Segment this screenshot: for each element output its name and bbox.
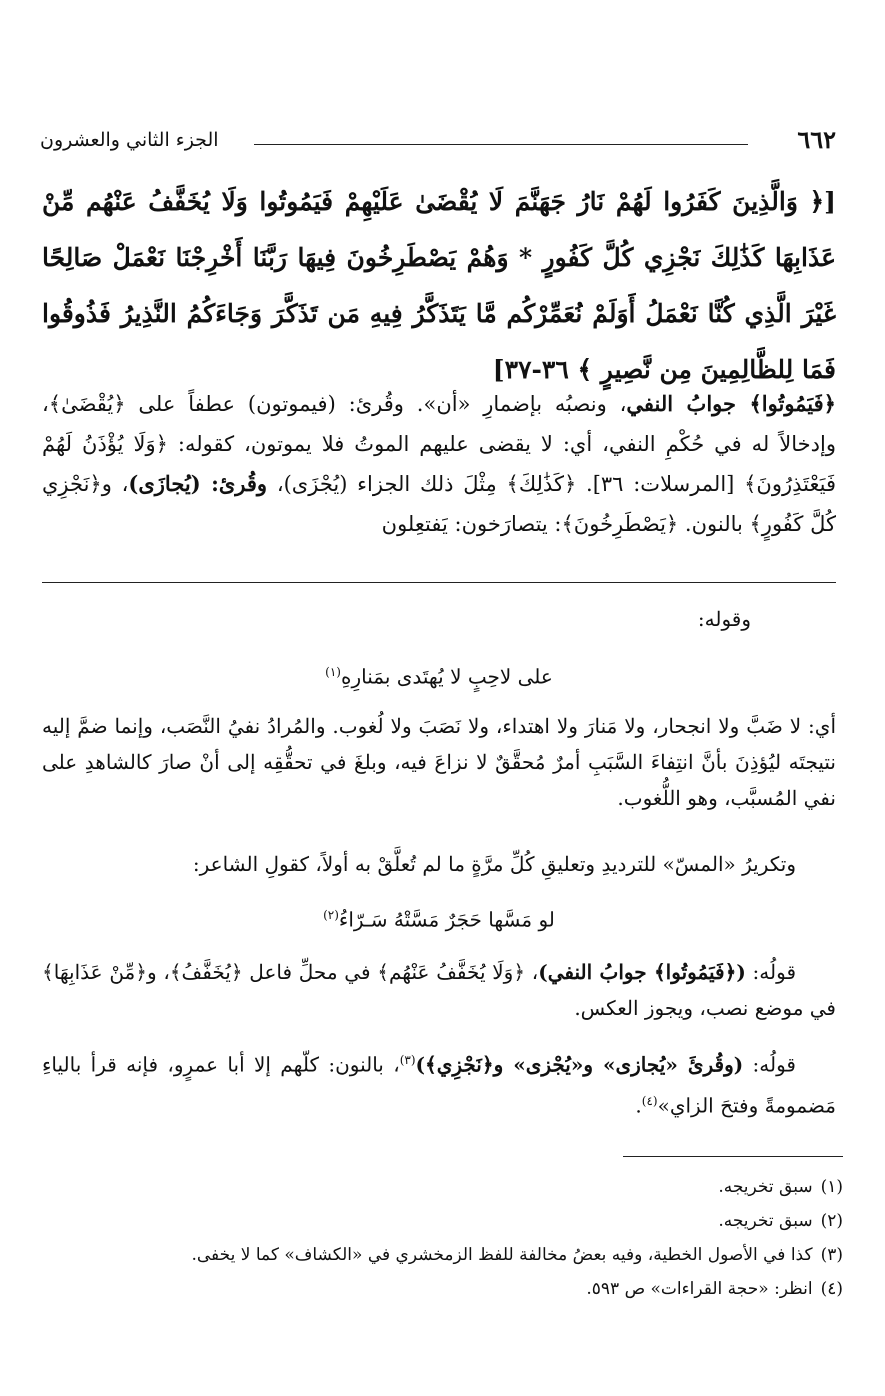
footnotes	[49, 1170, 843, 1306]
poem-line-2	[42, 898, 836, 937]
footnote-marker: (٣)	[399, 1053, 416, 1067]
gloss-paragraph-2: وتكريرُ «المسّ» للترديدِ وتعليقِ كُلِّ مرَّةٍ ما لم تُعلَّقْ به أولاً، كقولِ الشاعر:	[192, 852, 796, 876]
gloss-intro: وقوله:	[697, 607, 751, 631]
footnote	[49, 1272, 843, 1306]
running-head: الجزء الثاني والعشرون	[40, 129, 219, 151]
commentary-reading: وقُرئ: (يُجازَى)	[128, 471, 268, 496]
gloss-lead: قولُه:	[745, 960, 796, 984]
poem-text: لو مَسَّها حَجَرٌ مَسَّتْهُ سَـرّاءُ	[338, 907, 555, 932]
page-number: ٦٦٢	[797, 125, 836, 154]
footnote-number: (١)	[820, 1177, 843, 1197]
footnote-marker: (٢)	[323, 908, 339, 922]
footnote-marker: (٤)	[641, 1093, 658, 1108]
gloss-text: ، ﴿وَلَا يُخَفَّفُ عَنْهُم﴾ في محلِّ فاعل ﴿يُخَفَّفُ﴾، و﴿مِّنْ عَذَابِهَا﴾ في موضع نصب، ويجوز العكس.	[42, 960, 836, 1020]
gloss-end: .	[635, 1093, 642, 1118]
quran-verse: [﴿ وَالَّذِينَ كَفَرُوا لَهُمْ نَارُ جَهَنَّمَ لَا يُقْضَىٰ عَلَيْهِمْ فَيَمُوتُوا وَلَا يُخَفَّفُ عَنْهُم مِّنْ عَذَابِهَا كَذَٰلِكَ نَجْزِي كُلَّ كَفُورٍ * وَهُمْ يَصْطَرِخُونَ فِيهَا رَبَّنَا أَخْرِجْنَا نَعْمَلْ صَالِحًا غَيْرَ الَّذِي كُنَّا نَعْمَلُ أَوَلَمْ نُعَمِّرْكُم مَّا يَتَذَكَّرُ فِيهِ مَن تَذَكَّرَ وَجَاءَكُمُ النَّذِيرُ فَذُوقُوا فَمَا لِلظَّالِمِينَ مِن نَّصِيرٍ ﴾ ٣٦-٣٧]	[42, 187, 836, 384]
gloss-paragraph-4	[42, 1042, 836, 1123]
footnote	[49, 1238, 843, 1272]
commentary-text: ، ونصبُه بإضمارِ «أن». وقُرئ: (فيموتون) عطفاً على ﴿يُقْضَىٰ﴾، وإدخالاً له في حُكْمِ النفي، أي: لا يقضى عليهم الموتُ فلا يموتون، كقوله: ﴿وَلَا يُؤْذَنُ لَهُمْ فَيَعْتَذِرُونَ﴾ [المرسلات: ٣٦]. ﴿كَذَٰلِكَ﴾ مِثْلَ ذلك الجزاء (يُجْزَى)،	[42, 392, 836, 496]
commentary-text-end: ، و﴿نَجْزِي كُلَّ كَفُورٍ﴾ بالنون. ﴿يَصْطَرِخُونَ﴾: يتصارَخون: يَفتعِلون	[42, 472, 836, 536]
footnote-text: كذا في الأصول الخطية، وفيه بعضُ مخالفة للفظ الزمخشري في «الكشاف» كما لا يخفى.	[191, 1245, 813, 1265]
page-header	[40, 125, 836, 159]
gloss-paragraph-3	[42, 954, 836, 1026]
gloss-lead: قولُه:	[743, 1052, 796, 1077]
footnote-number: (٣)	[820, 1245, 843, 1265]
section-divider	[42, 582, 836, 583]
footnote-text: سبق تخريجه.	[718, 1211, 813, 1231]
poem-text: على لاحِبٍ لا يُهتَدى بمَنارِهِ	[340, 664, 553, 689]
gloss-quote: (وقُرئَ «يُجازى» و«يُجْزى» و﴿نَجْزِي﴾)	[415, 1052, 744, 1077]
footnote	[49, 1204, 843, 1238]
header-rule	[254, 144, 748, 145]
footnote-marker: (١)	[325, 665, 341, 679]
footnote-number: (٤)	[820, 1279, 843, 1299]
footnote-rule	[623, 1156, 843, 1157]
gloss-quote: (﴿فَيَمُوتُوا﴾ جوابُ النفي)	[538, 960, 746, 984]
poem-line-1	[42, 655, 836, 694]
footnote-text: سبق تخريجه.	[718, 1177, 813, 1197]
commentary-lemma: ﴿فَيَمُوتُوا﴾ جوابُ النفي	[626, 391, 836, 416]
footnote	[49, 1170, 843, 1204]
commentary-paragraph	[42, 384, 836, 544]
footnote-number: (٢)	[820, 1211, 843, 1231]
footnote-text: انظر: «حجة القراءات» ص ٥٩٣.	[586, 1279, 813, 1299]
gloss-text: ، بالنون: كلّهم إلا أبا عمرٍو، فإنه قرأ بالياءِ مَضمومةً وفتحَ الزاي»	[42, 1052, 836, 1118]
gloss-paragraph-1: أي: لا ضَبَّ ولا انجحار، ولا مَنارَ ولا اهتداء، ولا نَصَبَ ولا لُغوب. والمُرادُ نفيُ النَّصَب، وإنما ضمَّ إليه نتيجتَه ليُؤذِنَ بأنَّ انتِفاءَ السَّبَبِ أمرٌ مُحقَّقٌ لا نزاعَ فيه، وبلغَ في تحقُّقِه إلى أنْ صارَ كالشاهدِ على نفي المُسبَّب، وهو اللُّغوب.	[42, 714, 836, 810]
